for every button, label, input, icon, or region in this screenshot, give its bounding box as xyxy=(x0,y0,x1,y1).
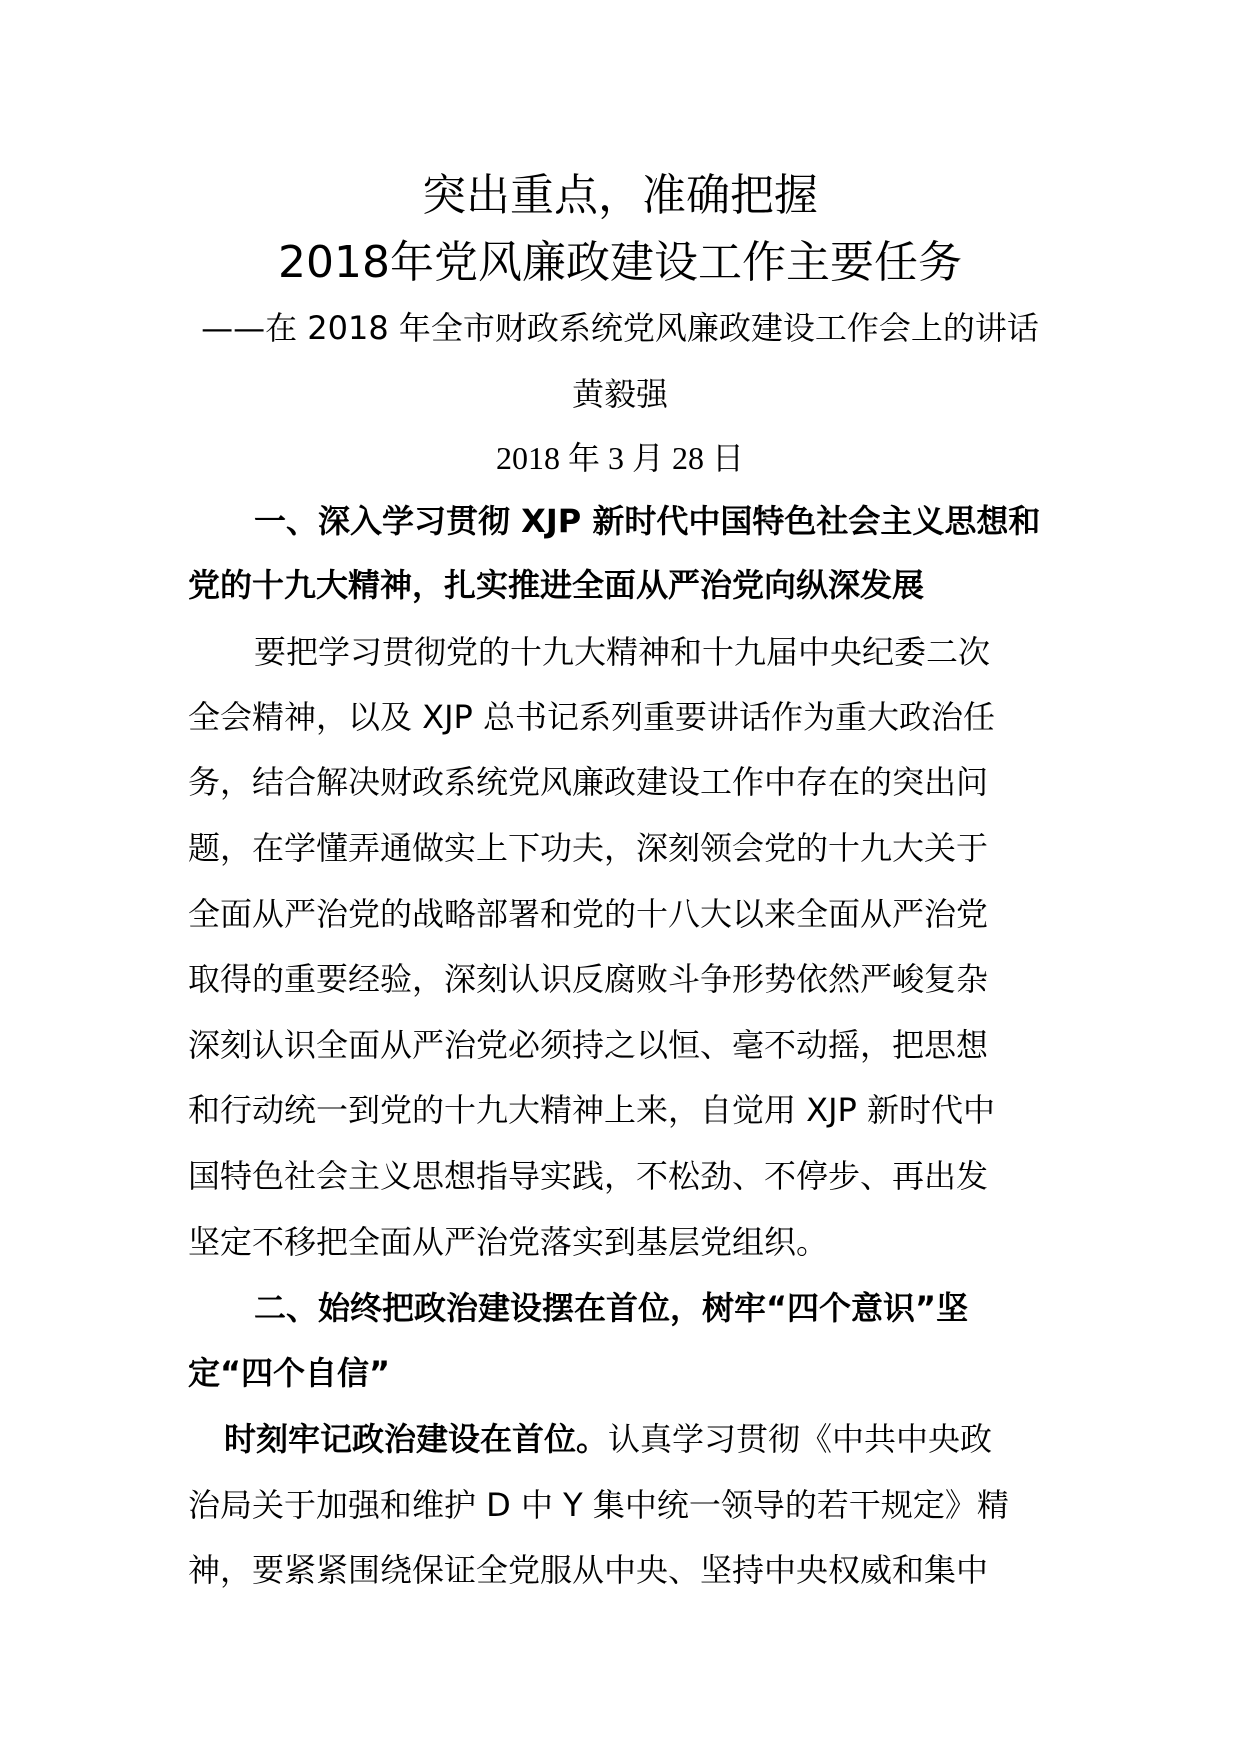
section1-para-line: 全会精神，以及 XJP 总书记系列重要讲话作为重大政治任 xyxy=(188,698,996,736)
date: 2018 年 3 月 28 日 xyxy=(495,440,744,476)
section1-para-line: 全面从严治党的战略部署和党的十八大以来全面从严治党 xyxy=(188,895,989,933)
section1-para-line: 坚定不移把全面从严治党落实到基层党组织。 xyxy=(188,1223,829,1261)
section2-heading-line-1: 二、始终把政治建设摆在首位，树牢“四个意识”坚 xyxy=(254,1289,969,1327)
section2-para-line: 治局关于加强和维护 D 中 Y 集中统一领导的若干规定》精 xyxy=(188,1486,1009,1524)
section2-lead-bold: 时刻牢记政治建设在首位。 xyxy=(224,1420,609,1458)
section1-heading-line-2: 党的十九大精神，扎实推进全面从严治党向纵深发展 xyxy=(188,566,925,604)
section1-para-line: 和行动统一到党的十九大精神上来，自觉用 XJP 新时代中 xyxy=(188,1091,996,1129)
section1-heading-line-1: 一、深入学习贯彻 XJP 新时代中国特色社会主义思想和 xyxy=(254,502,1041,540)
section1-para-line: 国特色社会主义思想指导实践，不松劲、不停步、再出发 xyxy=(188,1157,989,1195)
section2-para-line: 神，要紧紧围绕保证全党服从中央、坚持中央权威和集中 xyxy=(188,1551,989,1589)
section2-heading-line-2: 定“四个自信” xyxy=(188,1354,391,1392)
section2-lead-rest: 认真学习贯彻《中共中央政 xyxy=(608,1420,993,1458)
title-line-1: 突出重点，准确把握 xyxy=(422,170,818,221)
author: 黄毅强 xyxy=(571,375,668,413)
subtitle: ——在 2018 年全市财政系统党风廉政建设工作会上的讲话 xyxy=(201,309,1039,347)
section2-lead-line xyxy=(224,1420,993,1458)
section1-para-line: 题，在学懂弄通做实上下功夫，深刻领会党的十九大关于 xyxy=(188,829,989,867)
section1-para-line: 要把学习贯彻党的十九大精神和十九届中央纪委二次 xyxy=(254,633,991,671)
title-line-2: 2018年党风廉政建设工作主要任务 xyxy=(278,237,962,288)
section1-para-line: 深刻认识全面从严治党必须持之以恒、毫不动摇，把思想 xyxy=(188,1026,989,1064)
section1-para-line: 取得的重要经验，深刻认识反腐败斗争形势依然严峻复杂 xyxy=(188,960,989,998)
section1-para-line: 务，结合解决财政系统党风廉政建设工作中存在的突出问 xyxy=(188,763,989,801)
